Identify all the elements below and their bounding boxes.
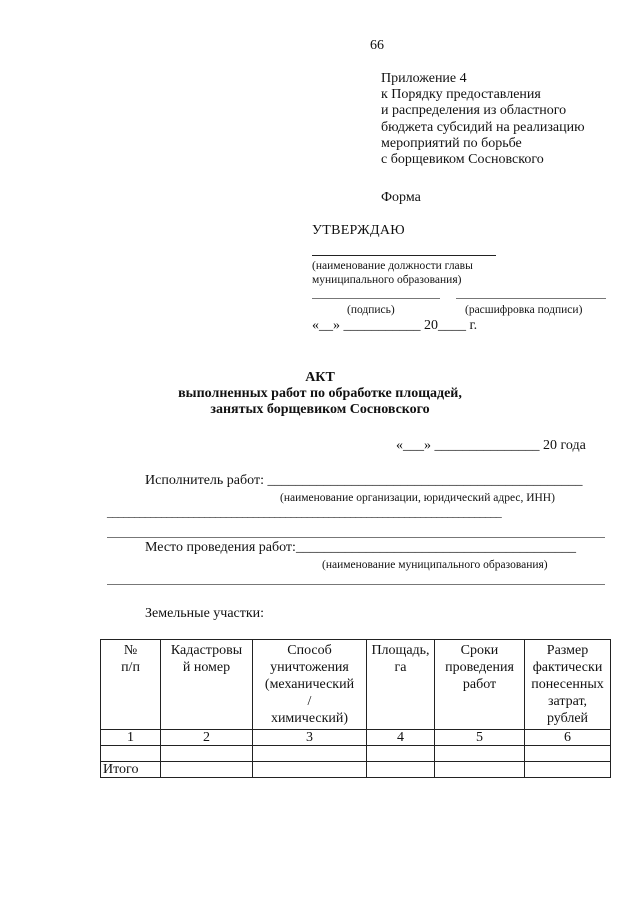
executor-hint: (наименование организации, юридический адрес, ИНН) — [280, 492, 555, 504]
header-cell-area: Площадь, га — [367, 640, 435, 730]
appendix-line: Приложение 4 — [381, 71, 467, 86]
total-label: Итого — [101, 762, 161, 778]
location-field: Место проведения работ:________________________________________ — [145, 540, 576, 555]
table-cell[interactable] — [161, 746, 253, 762]
signature-line — [312, 298, 440, 299]
appendix-line: бюджета субсидий на реализацию — [381, 119, 585, 135]
table-cell[interactable] — [161, 762, 253, 778]
act-date: «___» _______________ 20 года — [396, 438, 586, 453]
column-number: 4 — [367, 730, 435, 746]
table-cell[interactable] — [101, 746, 161, 762]
column-number: 1 — [101, 730, 161, 746]
executor-continuation: _________________________________________________________________________ — [107, 505, 502, 519]
header-cell-dates: Сроки проведения работ — [435, 640, 525, 730]
title-line: занятых борщевиком Сосновского — [210, 402, 430, 417]
location-extra-line — [107, 584, 605, 585]
column-number-row — [101, 730, 611, 746]
document-title — [0, 370, 640, 418]
table-cell[interactable] — [525, 762, 611, 778]
title-line: АКТ — [305, 370, 335, 385]
table-cell[interactable] — [253, 762, 367, 778]
table-cell[interactable] — [367, 746, 435, 762]
land-plots-table — [100, 639, 611, 778]
approval-heading: УТВЕРЖДАЮ — [312, 223, 405, 238]
land-plots-label: Земельные участки: — [145, 606, 265, 621]
form-label: Форма — [381, 190, 421, 205]
header-cell-cadastral: Кадастровы й номер — [161, 640, 253, 730]
column-number: 3 — [253, 730, 367, 746]
decoding-hint: (расшифровка подписи) — [465, 304, 583, 316]
table-header-row — [101, 640, 611, 730]
header-cell-number: № п/п — [101, 640, 161, 730]
header-cell-method: Способ уничтожения (механический / химический) — [253, 640, 367, 730]
executor-extra-line — [107, 537, 605, 538]
table-cell[interactable] — [367, 762, 435, 778]
title-line: выполненных работ по обработке площадей, — [178, 386, 462, 401]
appendix-line: с борщевиком Сосновского — [381, 152, 544, 168]
column-number: 2 — [161, 730, 253, 746]
header-cell-costs: Размер фактически понесенных затрат, рублей — [525, 640, 611, 730]
table-cell[interactable] — [525, 746, 611, 762]
executor-field: Исполнитель работ: _____________________________________________ — [145, 473, 583, 488]
appendix-line: к Порядку предоставления — [381, 87, 541, 103]
table-row — [101, 746, 611, 762]
position-line — [312, 255, 496, 256]
appendix-line: и распределения из областного — [381, 103, 567, 119]
location-hint: (наименование муниципального образования) — [322, 559, 548, 571]
table-cell[interactable] — [253, 746, 367, 762]
page-number: 66 — [370, 38, 384, 53]
position-hint: (наименование должности главы — [312, 260, 473, 272]
column-number: 5 — [435, 730, 525, 746]
approval-date: «__» ___________ 20____ г. — [312, 318, 478, 333]
appendix-line: мероприятий по борьбе — [381, 135, 522, 151]
table-cell[interactable] — [435, 746, 525, 762]
appendix-block — [381, 71, 585, 168]
decoding-line — [456, 298, 606, 299]
column-number: 6 — [525, 730, 611, 746]
position-hint-2: муниципального образования) — [312, 274, 462, 286]
signature-hint: (подпись) — [347, 304, 395, 316]
total-row — [101, 762, 611, 778]
table-cell[interactable] — [435, 762, 525, 778]
